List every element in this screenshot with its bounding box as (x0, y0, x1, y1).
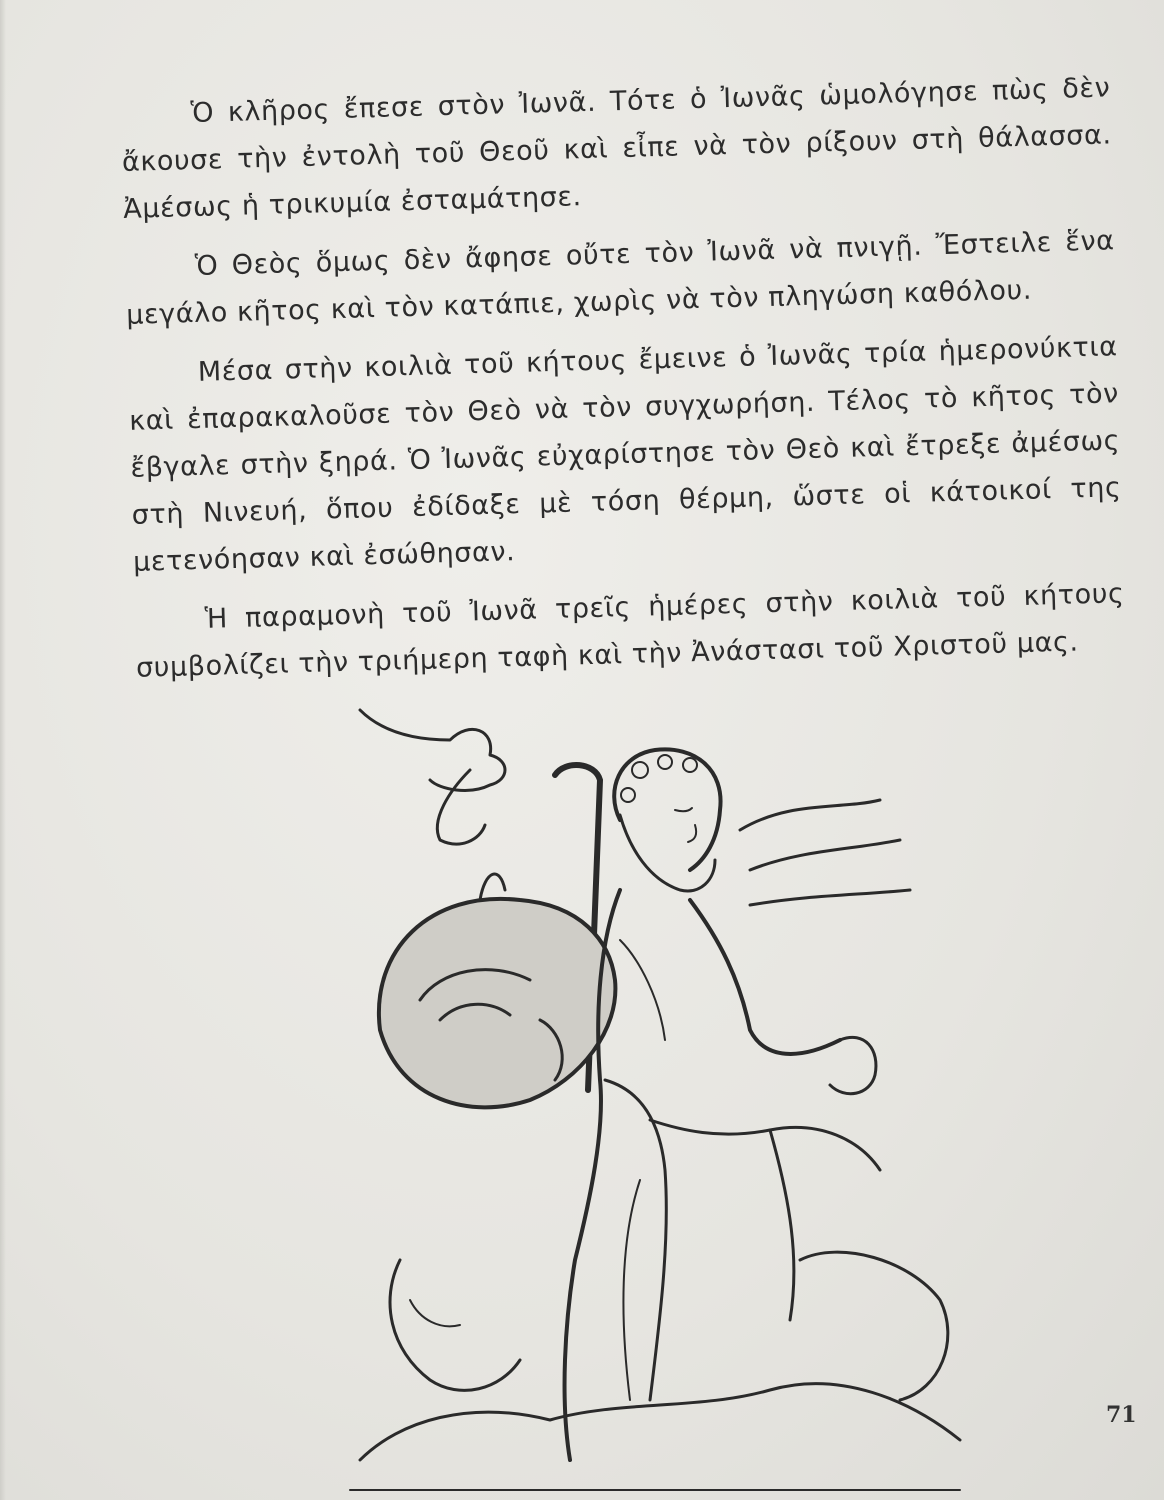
paragraph-1-text: Ὁ κλῆρος ἔπεσε στὸν Ἰωνᾶ. Τότε ὁ Ἰωνᾶς ὡμολόγησε πὼς δὲν ἄκουσε τὴν ἐντολὴ τοῦ Θεοῦ καὶ εἶπε νὰ τὸν ρίξουν στὴ θάλασσα. Ἀμέσως ἡ τρικυμία ἐσταμάτησε. (121, 72, 1113, 225)
body-text (120, 64, 1127, 703)
paragraph-3-text: Μέσα στὴν κοιλιὰ τοῦ κήτους ἔμεινε ὁ Ἰωνᾶς τρία ἡμερονύκτια καὶ ἐπαρακαλοῦσε τὸν Θεὸ νὰ τὸν συγχωρήση. Τέλος τὸ κῆτος τὸν ἔβγαλε στὴν ξηρά. Ὁ Ἰωνᾶς εὐχαρίστησε τὸν Θεὸ καὶ ἔτρεξε ἀμέσως στὴ Νινευή, ὅπου ἐδίδαξε μὲ τόση θέρμη, ὥστε οἱ κάτοικοί της μετενόησαν καὶ ἐσώθησαν. (128, 331, 1122, 578)
paragraph-2-text: Ὁ Θεὸς ὅμως δὲν ἄφησε οὔτε τὸν Ἰωνᾶ νὰ πνιγῇ. Ἔστειλε ἕνα μεγάλο κῆτος καὶ τὸν κατάπιε, χωρὶς νὰ τὸν πληγώση καθόλου. (125, 225, 1115, 331)
paragraph-3 (127, 323, 1123, 586)
paragraph-4 (134, 570, 1126, 692)
page-edge-shadow (0, 0, 6, 1500)
page-number: 71 (1106, 1402, 1137, 1428)
jonah-and-whale-illustration (320, 700, 980, 1500)
paragraph-4-text: Ἡ παραμονὴ τοῦ Ἰωνᾶ τρεῖς ἡμέρες στὴν κοιλιὰ τοῦ κήτους συμβολίζει τὴν τριήμερη ταφὴ καὶ τὴν Ἀνάστασι τοῦ Χριστοῦ μας. (135, 578, 1125, 684)
paragraph-2 (124, 217, 1116, 339)
paragraph-1 (120, 64, 1114, 233)
